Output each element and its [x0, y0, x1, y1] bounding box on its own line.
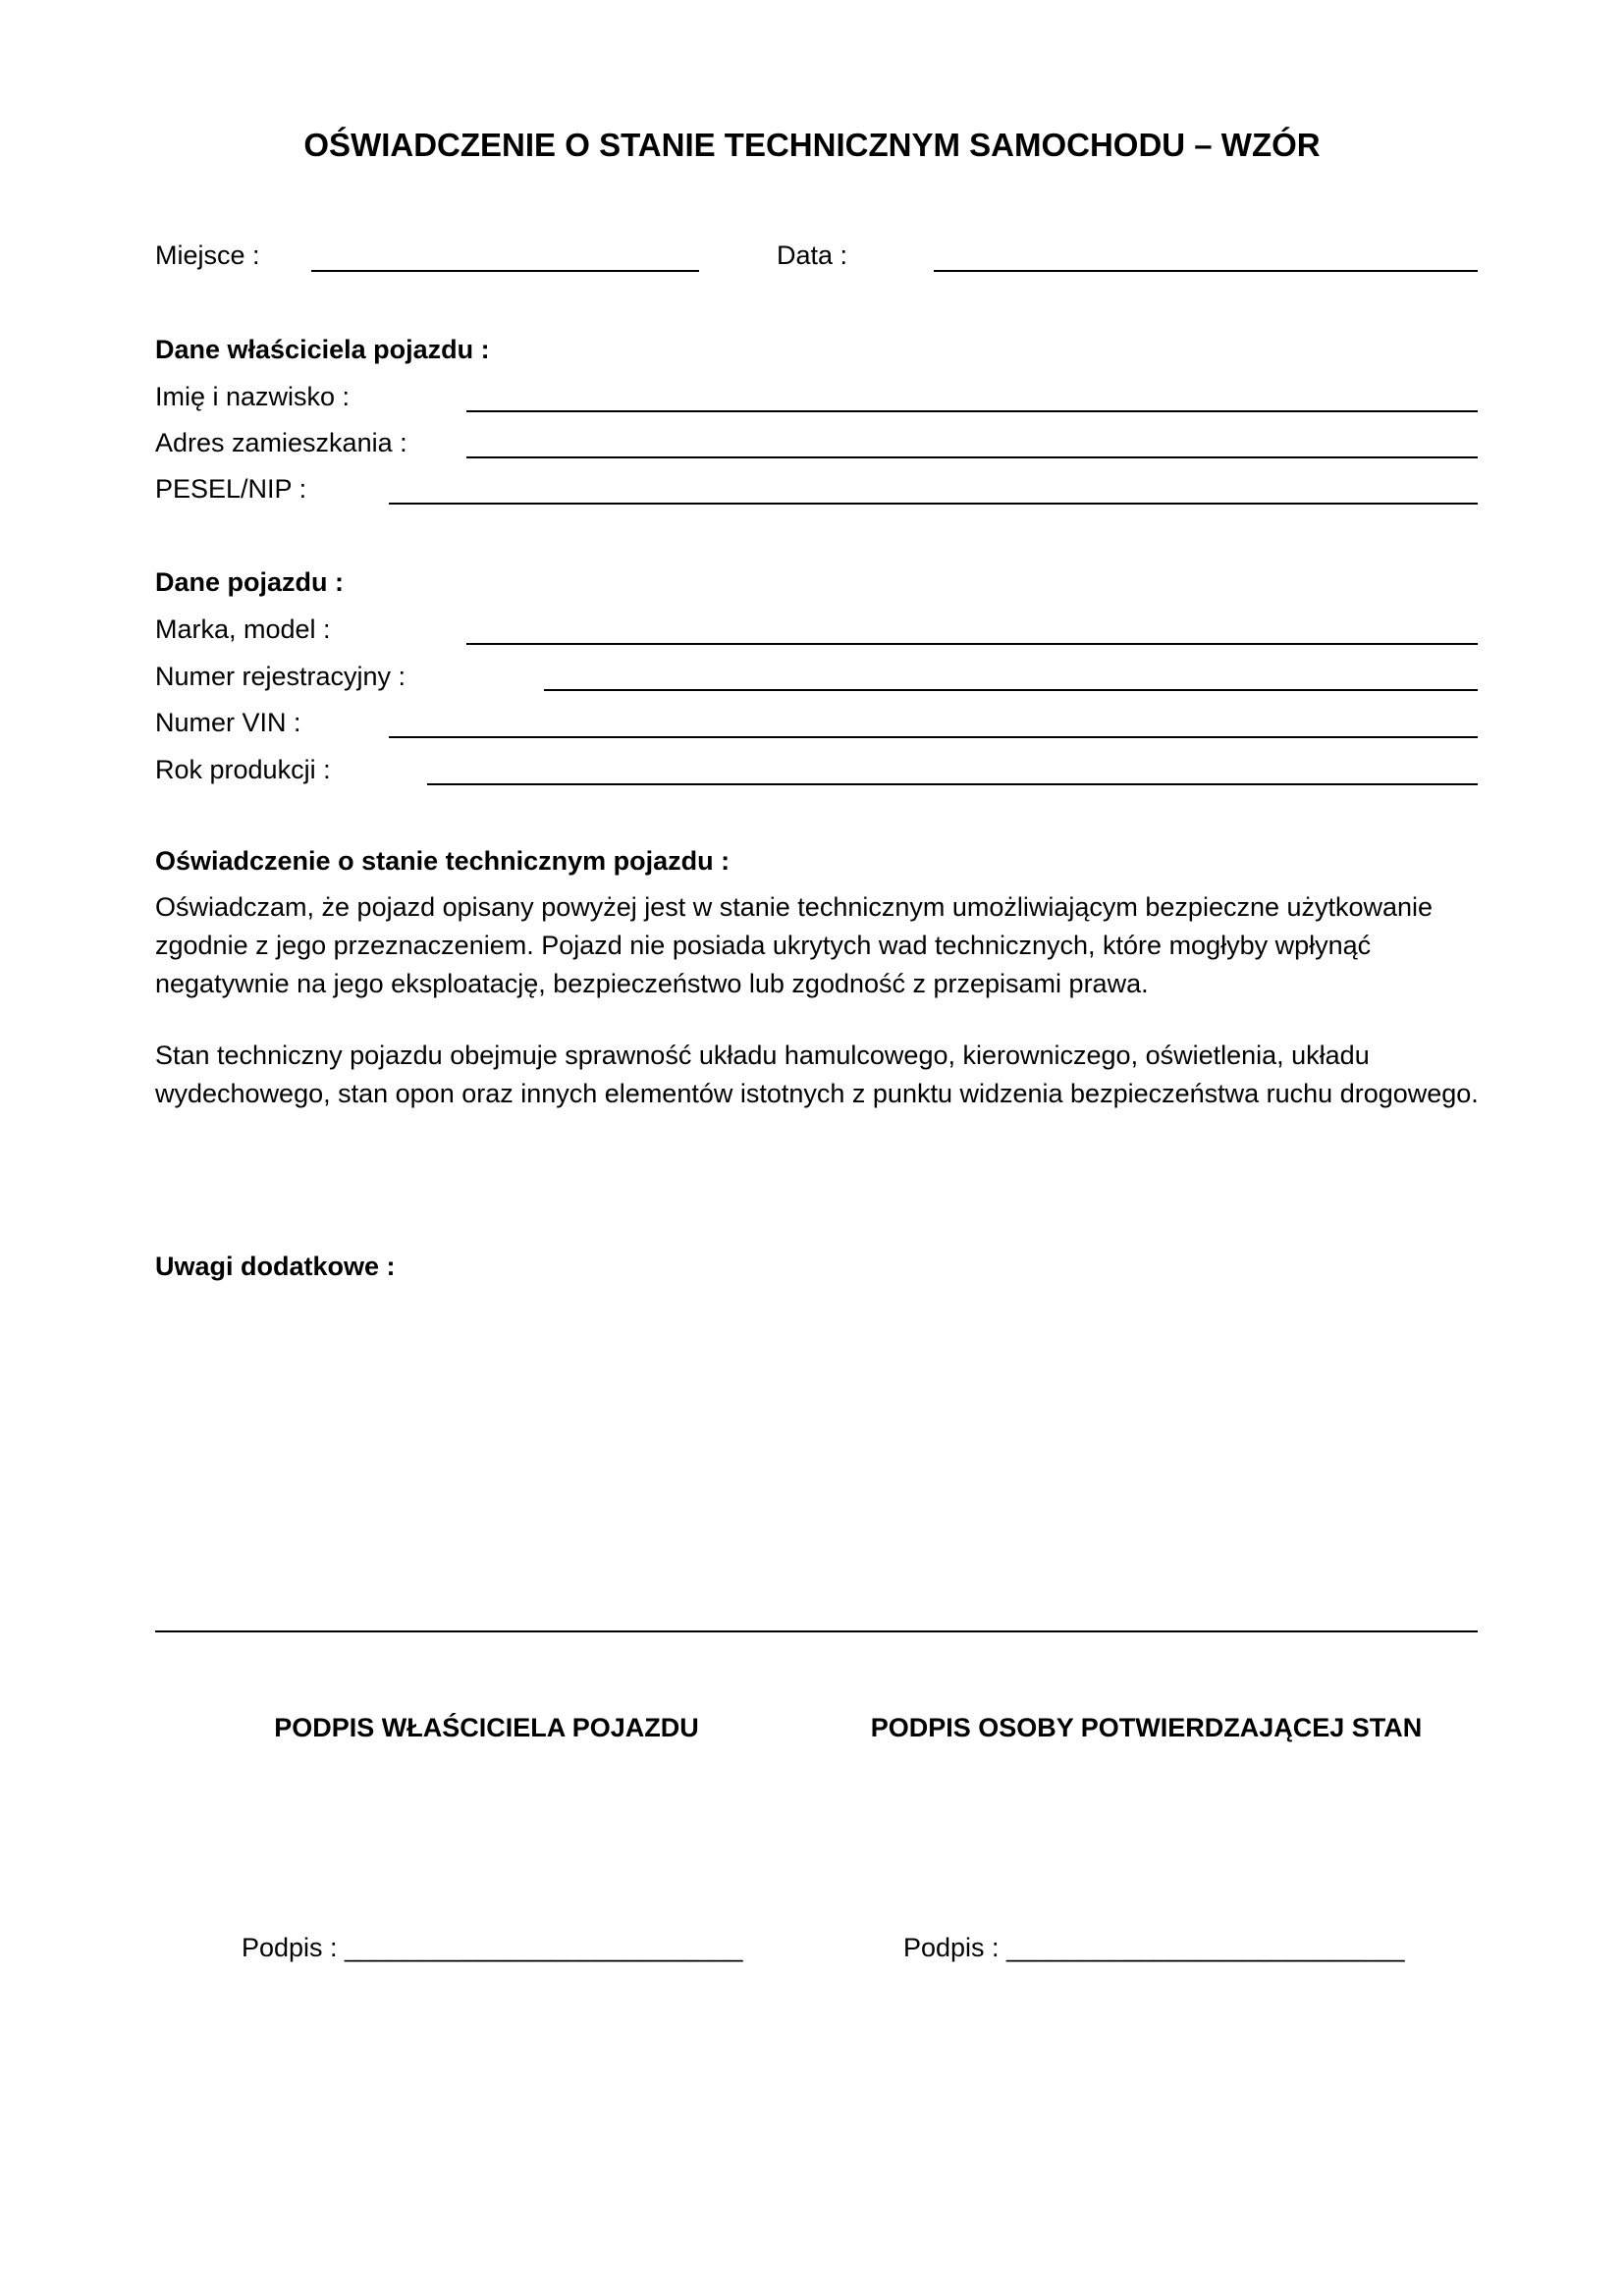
vehicle-year-label: Rok produkcji : — [155, 755, 331, 784]
vehicle-vin-label: Numer VIN : — [155, 708, 301, 737]
remarks-heading: Uwagi dodatkowe : — [155, 1252, 396, 1281]
remarks-field[interactable] — [155, 1630, 1478, 1632]
document-title: OŚWIADCZENIE O STANIE TECHNICZNYM SAMOCHODU – WZÓR — [303, 127, 1321, 163]
vehicle-make-label: Marka, model : — [155, 614, 331, 644]
vehicle-vin-field[interactable] — [389, 736, 1478, 738]
statement-heading: Oświadczenie o stanie technicznym pojazdu : — [155, 846, 731, 876]
vehicle-registration-field[interactable] — [544, 689, 1478, 691]
statement-paragraph-2: Stan techniczny pojazdu obejmuje sprawność układu hamulcowego, kierowniczego, oświetlenia, układu wydechowego, stan opon oraz innych elementów istotnych z punktu widzenia bezpieczeństwa ruchu drogowego. — [155, 1041, 1479, 1108]
date-label: Data : — [777, 240, 848, 270]
vehicle-heading: Dane pojazdu : — [155, 567, 345, 597]
place-field[interactable] — [311, 270, 699, 272]
vehicle-registration-label: Numer rejestracyjny : — [155, 662, 406, 691]
confirmer-signature-line[interactable]: Podpis : ___________________________ — [903, 1933, 1405, 1962]
owner-name-label: Imię i nazwisko : — [155, 382, 351, 411]
owner-heading: Dane właściciela pojazdu : — [155, 335, 490, 364]
vehicle-make-field[interactable] — [466, 643, 1478, 645]
place-label: Miejsce : — [155, 240, 260, 270]
owner-address-field[interactable] — [466, 456, 1478, 458]
owner-signature-line[interactable]: Podpis : ___________________________ — [242, 1933, 743, 1962]
owner-id-field[interactable] — [389, 503, 1478, 505]
statement-paragraph-1: Oświadczam, że pojazd opisany powyżej jest w stanie technicznym umożliwiającym bezpieczne użytkowanie zgodnie z jego przeznaczeniem. Pojazd nie posiada ukrytych wad technicznych, które mogłyby wpłynąć negatywnie na jego eksploatację, bezpieczeństwo lub zgodność z przepisami prawa. — [155, 892, 1434, 998]
owner-name-field[interactable] — [466, 410, 1478, 412]
vehicle-year-field[interactable] — [427, 783, 1478, 785]
owner-address-label: Adres zamieszkania : — [155, 428, 407, 457]
confirmer-signature-heading: PODPIS OSOBY POTWIERDZAJĄCEJ STAN — [870, 1713, 1423, 1742]
owner-id-label: PESEL/NIP : — [155, 474, 307, 504]
date-field[interactable] — [934, 270, 1478, 272]
owner-signature-heading: PODPIS WŁAŚCICIELA POJAZDU — [274, 1713, 699, 1742]
